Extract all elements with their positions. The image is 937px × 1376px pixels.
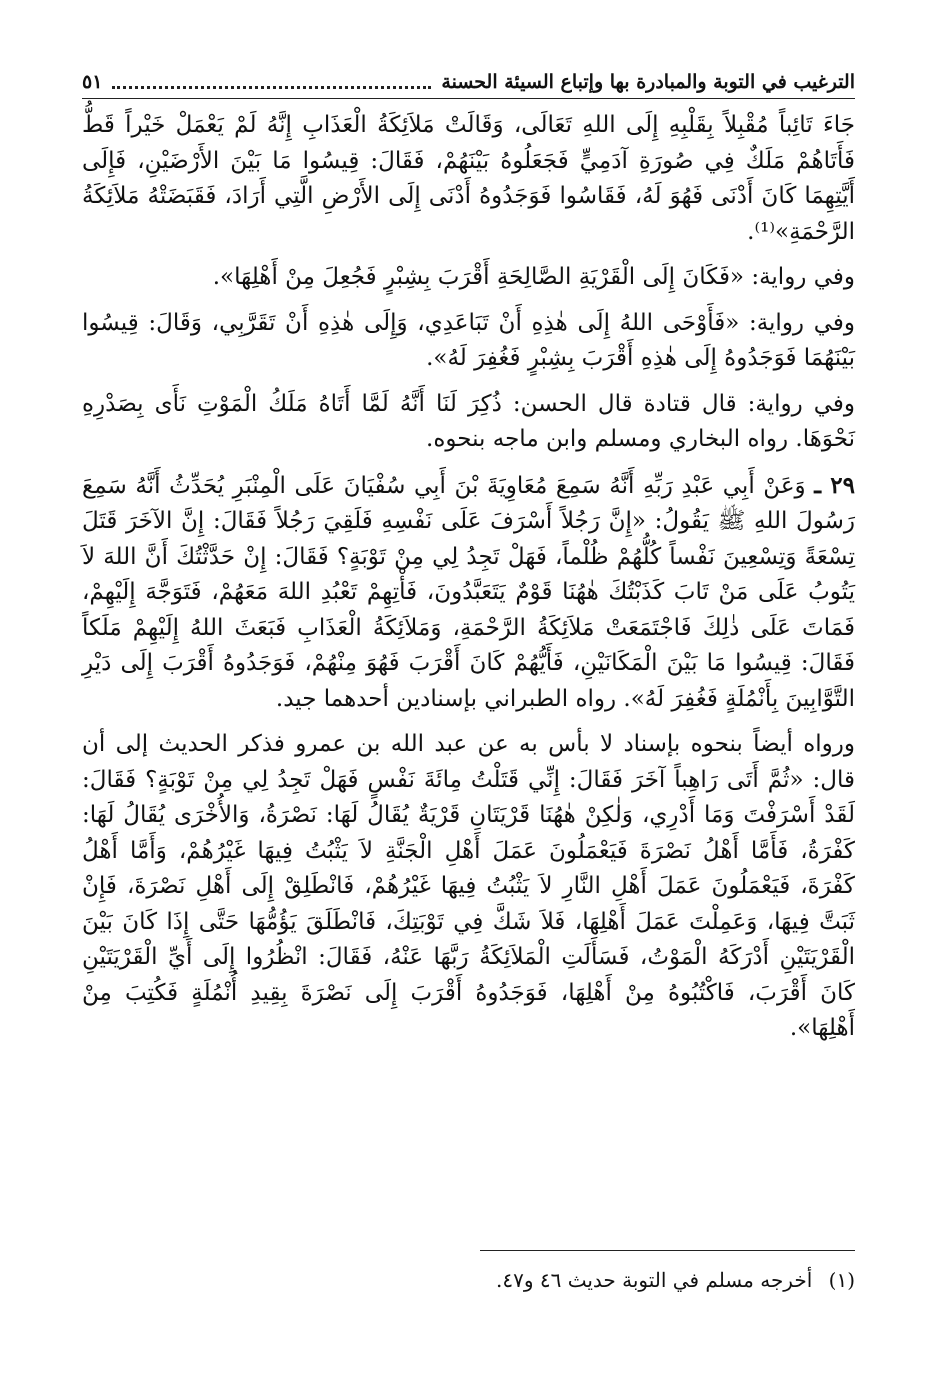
main-text [82,108,855,1057]
footnote-marker: (١) [828,1268,855,1292]
running-header [82,58,855,99]
hadith-number: ٢٩ ـ [814,471,855,499]
paragraph-continuation: جَاءَ تَائِباً مُقْبِلاً بِقَلْبِهِ إِلَى اللهِ تَعَالَى، وَقَالَتْ مَلاَئِكَةُ الْعَذَابِ إِنَّهُ لَمْ يَعْمَلْ خَيْراً قَطُّ فَأَتَاهُمْ مَلَكٌ فِي صُورَةِ آدَمِيٍّ فَجَعَلُوهُ بَيْنَهُمْ، فَقَالَ: قِيسُوا مَا بَيْنَ الأَرْضَيْنِ، فَإِلَى أَيَّتِهِمَا كَانَ أَدْنَى فَهُوَ لَهُ، فَقَاسُوا فَوَجَدُوهُ أَدْنَى إِلَى الأَرْضِ الَّتِي أَرَادَ، فَقَبَضَتْهُ مَلاَئِكَةُ الرَّحْمَةِ»⁽¹⁾. [82,112,855,245]
footnote-text: أخرجه مسلم في التوبة حديث ٤٦ و٤٧. [496,1268,813,1292]
footnote [82,1265,855,1295]
running-header-title: الترغيب في التوبة والمبادرة بها وإتباع السيئة الحسنة [441,71,855,94]
paragraph-hadith-29 [82,468,855,718]
paragraph-narration-2: وفي رواية: «فَأَوْحَى اللهُ إِلَى هٰذِهِ أَنْ تَبَاعَدِي، وَإِلَى هٰذِهِ أَنْ تَقَرَّبِي، وَقَالَ: قِيسُوا بَيْنَهُمَا فَوَجَدُوهُ إِلَى هٰذِهِ أَقْرَبَ بِشِبْرٍ فَغُفِرَ لَهُ». [82,309,855,371]
header-dot-leader [112,86,431,89]
hadith-29-text: وَعَنْ أَبِي عَبْدِ رَبِّهِ أَنَّهُ سَمِعَ مُعَاوِيَةَ بْنَ أَبِي سُفْيَانَ عَلَى الْمِنْبَرِ يُحَدِّثُ أَنَّهُ سَمِعَ رَسُولَ اللهِ ﷺ يَقُولُ: «إِنَّ رَجُلاً أَسْرَفَ عَلَى نَفْسِهِ فَلَقِيَ رَجُلاً فَقَالَ: إِنَّ الآخَرَ قَتَلَ تِسْعَةً وَتِسْعِينَ نَفْساً كُلُّهُمْ ظُلْماً، فَهَلْ تَجِدُ لِي مِنْ تَوْبَةٍ؟ فَقَالَ: إِنْ حَدَّثْتُكَ أَنَّ اللهَ لاَ يَتُوبُ عَلَى مَنْ تَابَ كَذَبْتُكَ هٰهُنَا قَوْمٌ يَتَعَبَّدُونَ، فَأْتِهِمْ تَعْبُدِ اللهَ مَعَهُمْ، فَتَوَجَّهَ إِلَيْهِمْ، فَمَاتَ عَلَى ذٰلِكَ فَاجْتَمَعَتْ مَلاَئِكَةُ الرَّحْمَةِ، وَمَلاَئِكَةُ الْعَذَابِ فَبَعَثَ اللهُ إِلَيْهِمْ مَلَكاً فَقَالَ: قِيسُوا مَا بَيْنَ الْمَكَانَيْنِ، فَأَيُّهُمْ كَانَ أَقْرَبَ فَهُوَ مِنْهُمْ، فَوَجَدُوهُ أَقْرَبَ إِلَى دَيْرِ التَّوَّابِينَ بِأَنْمُلَةٍ فَغُفِرَ لَهُ». رواه الطبراني بإسنادين أحدهما جيد. [82,472,855,712]
paragraph-narration-3: وفي رواية: قال قتادة قال الحسن: ذُكِرَ لَنَا أَنَّهُ لَمَّا أَتَاهُ مَلَكُ الْمَوْتِ نَأَى بِصَدْرِهِ نَحْوَهَا. رواه البخاري ومسلم وابن ماجه بنحوه. [82,390,855,452]
paragraph-narration-1: وفي رواية: «فَكَانَ إِلَى الْقَرْيَةِ الصَّالِحَةِ أَقْرَبَ بِشِبْرٍ فَجُعِلَ مِنْ أَهْلِهَا». [212,264,855,290]
paragraph-alternate-narration: ورواه أيضاً بنحوه بإسناد لا بأس به عن عبد الله بن عمرو فذكر الحديث إلى أن قال: «ثُمَّ أَتَى رَاهِباً آخَرَ فَقَالَ: إِنِّي قَتَلْتُ مِائَةَ نَفْسٍ فَهَلْ تَجِدُ لِي مِنْ تَوْبَةٍ؟ فَقَالَ: لَقَدْ أَسْرَفْتَ وَمَا أَدْرِي، وَلٰكِنْ هٰهُنَا قَرْيَتَانِ قَرْيَةٌ يُقَالُ لَهَا: نَصْرَةُ، وَالأُخْرَى يُقَالُ لَهَا: كَفْرَةُ، فَأَمَّا أَهْلُ نَصْرَةَ فَيَعْمَلُونَ عَمَلَ أَهْلِ الْجَنَّةِ لاَ يَثْبُتُ فِيهَا غَيْرُهُمْ، وَأَمَّا أَهْلُ كَفْرَةَ، فَيَعْمَلُونَ عَمَلَ أَهْلِ النَّارِ لاَ يَثْبُتُ فِيهَا غَيْرُهُمْ، فَانْطَلِقْ إِلَى أَهْلِ نَصْرَةَ، فَإِنْ ثَبَتَّ فِيهَا، وَعَمِلْتَ عَمَلَ أَهْلِهَا، فَلاَ شَكَّ فِي تَوْبَتِكَ، فَانْطَلَقَ يَؤُمُّهَا حَتَّى إِذَا كَانَ بَيْنَ الْقَرْيَتَيْنِ أَدْرَكَهُ الْمَوْتُ، فَسَأَلَتِ الْمَلاَئِكَةُ رَبَّهَا عَنْهُ، فَقَالَ: انْظُرُوا إِلَى أَيِّ الْقَرْيَتَيْنِ كَانَ أَقْرَبَ، فَاكْتُبُوهُ مِنْ أَهْلِهَا، فَوَجَدُوهُ أَقْرَبَ إِلَى نَصْرَةَ بِقِيدِ أُنْمُلَةٍ فَكُتِبَ مِنْ أَهْلِهَا». [82,731,855,1041]
page-number: ٥١ [82,71,103,94]
footnote-separator [480,1250,855,1251]
